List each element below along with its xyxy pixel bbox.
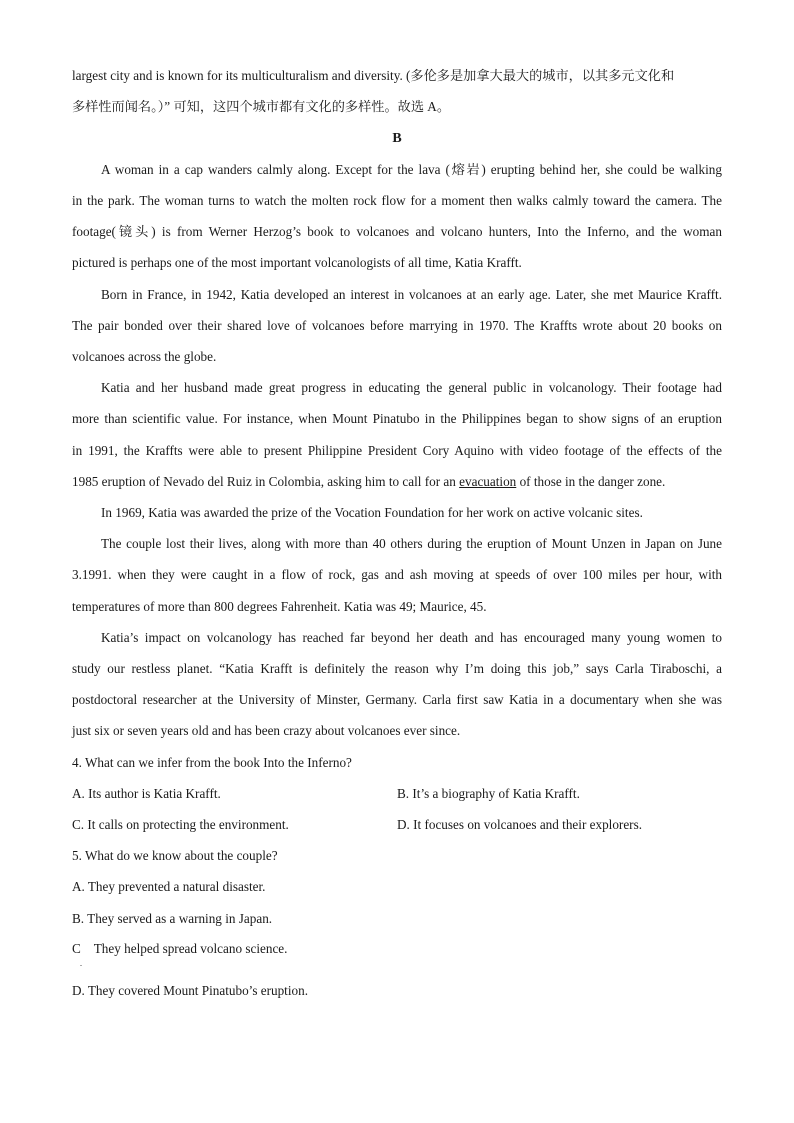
passage-p3-line-4 (72, 472, 722, 492)
passage-p1-line-4: pictured is perhaps one of the most important volcanologists of all time, Katia Krafft. (72, 255, 522, 270)
passage-p5-line-2: 3.1991. when they were caught in a flow of rock, gas and ash moving at speeds of over 100 miles per hour, with (72, 567, 722, 582)
question-5-option-b: B. They served as a warning in Japan. (72, 911, 273, 926)
question-5-stem: 5. What do we know about the couple? (72, 848, 278, 863)
passage-p2-line-1: Born in France, in 1942, Katia developed an interest in volcanoes at an early age. Later, she met Maurice Krafft. (101, 287, 722, 302)
passage-p2-line-2: The pair bonded over their shared love of volcanoes before marrying in 1970. The Kraffts wrote about 20 books on (72, 318, 722, 333)
passage-p5-line-1: The couple lost their lives, along with more than 40 others during the eruption of Mount Unzen in Japan on June (101, 536, 722, 551)
question-5-option-d: D. They covered Mount Pinatubo’s eruption. (72, 983, 308, 998)
intro-line-1: largest city and is known for its multiculturalism and diversity. (多伦多是加拿大最大的城市，以其多元文化和 (72, 68, 675, 83)
question-4-option-b: B. It’s a biography of Katia Krafft. (397, 786, 580, 801)
passage-p4-line-1: In 1969, Katia was awarded the prize of the Vocation Foundation for her work on active volcanic sites. (101, 505, 643, 520)
passage-p2-line-3: volcanoes across the globe. (72, 349, 217, 364)
passage-p6-line-2: study our restless planet. “Katia Krafft is definitely the reason why I’m doing this job,” says Carla Tiraboschi, a (72, 661, 722, 676)
underlined-word-evacuation: evacuation (459, 474, 517, 489)
intro-line-2: 多样性而闻名。）” 可知，这四个城市都有文化的多样性。故选 A。 (72, 99, 451, 114)
question-4-option-d: D. It focuses on volcanoes and their explorers. (397, 817, 642, 832)
passage-p6-line-4: just six or seven years old and has been crazy about volcanoes ever since. (72, 723, 461, 738)
passage-p1-line-1: A woman in a cap wanders calmly along. Except for the lava (熔岩) erupting behind her, she could be walking (101, 162, 722, 177)
passage-p3-line-2: more than scientific value. For instance, when Mount Pinatubo in the Philippines began to show signs of an eruption (72, 411, 722, 426)
question-4-stem: 4. What can we infer from the book Into the Inferno? (72, 755, 352, 770)
passage-p3-line-4-after: of those in the danger zone. (516, 474, 666, 489)
question-5-option-a: A. They prevented a natural disaster. (72, 879, 266, 894)
passage-p1-line-2: in the park. The woman turns to watch the molten rock flow for a moment then walks calmly toward the camera. The (72, 193, 722, 208)
question-5-option-c: C They helped spread volcano science. (72, 941, 288, 956)
question-4-option-c: C. It calls on protecting the environment. (72, 817, 289, 832)
stray-dot-mark: . (80, 959, 82, 968)
passage-p3-line-1: Katia and her husband made great progress in educating the general public in volcanology. Their footage had (101, 380, 722, 395)
passage-p6-line-1: Katia’s impact on volcanology has reached far beyond her death and has encouraged many young women to (101, 630, 722, 645)
passage-p6-line-3: postdoctoral researcher at the University of Minster, Germany. Carla first saw Katia in a documentary when she was (72, 692, 722, 707)
passage-p3-line-4-before: 1985 eruption of Nevado del Ruiz in Colombia, asking him to call for an (72, 474, 460, 489)
passage-p3-line-3: in 1991, the Kraffts were able to present Philippine President Cory Aquino with video footage of the effects of the (72, 443, 722, 458)
passage-p1-line-3: footage(镜头) is from Werner Herzog’s book to volcanoes and volcano hunters, Into the Inferno, and the woman (72, 224, 722, 239)
passage-p5-line-3: temperatures of more than 800 degrees Fahrenheit. Katia was 49; Maurice, 45. (72, 599, 487, 614)
section-heading: B (392, 131, 402, 146)
question-4-option-a: A. Its author is Katia Krafft. (72, 786, 221, 801)
